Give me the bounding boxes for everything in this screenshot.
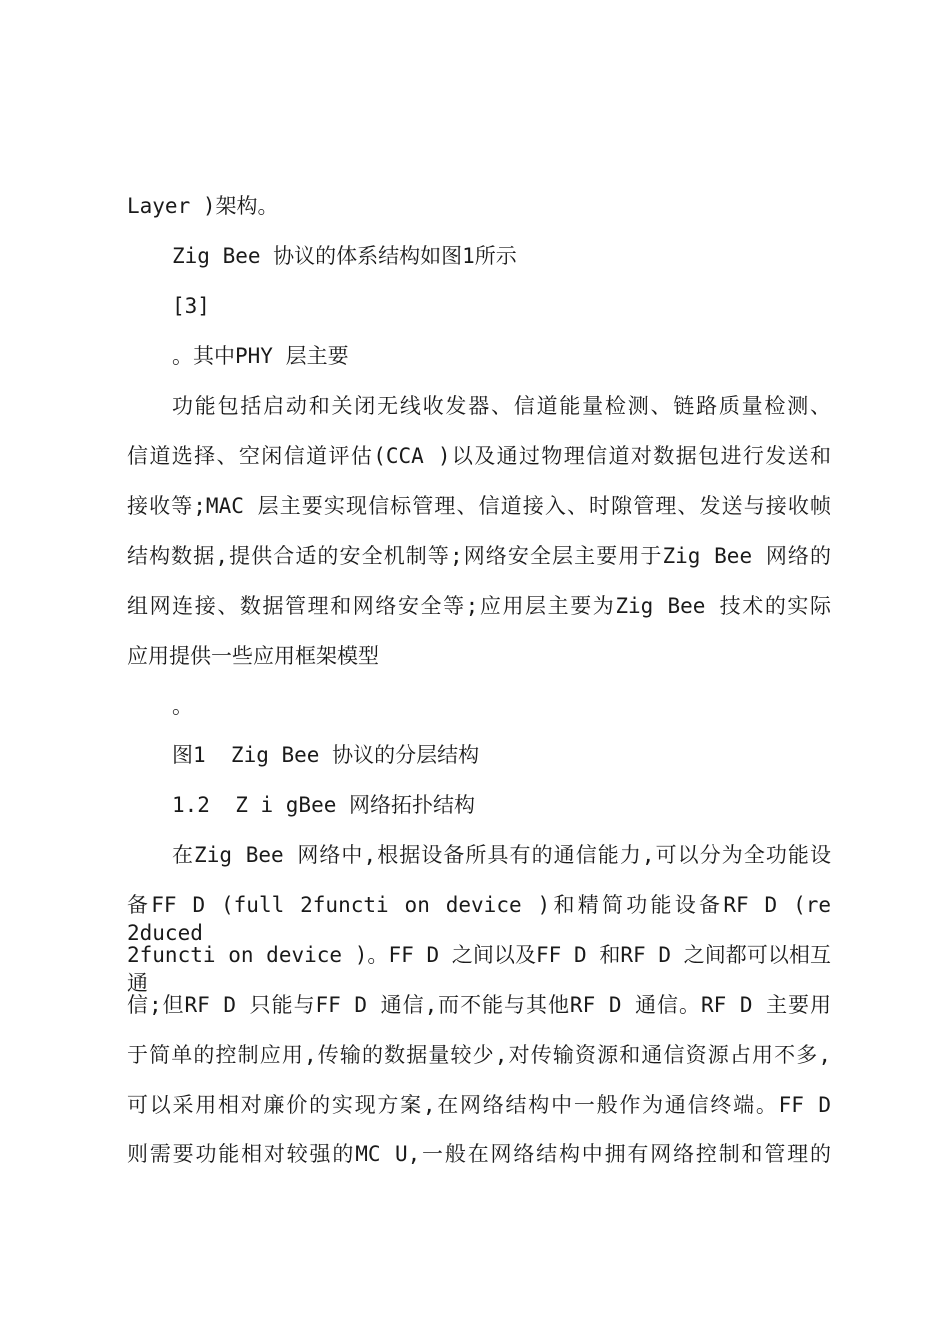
section-heading: 1.2 Z i gBee 网络拓扑结构 [172,793,476,817]
text-line-9: 组网连接、数据管理和网络安全等;应用层主要为Zig Bee 技术的实际 [127,594,831,618]
text-line-18: 于简单的控制应用,传输的数据量较少,对传输资源和通信资源占用不多, [127,1043,831,1067]
text-line-11: 。 [172,694,193,718]
text-line-10: 应用提供一些应用框架模型 [127,644,379,668]
text-line-20: 则需要功能相对较强的MC U,一般在网络结构中拥有网络控制和管理的 [127,1142,831,1166]
text-line-17: 信;但RF D 只能与FF D 通信,而不能与其他RF D 通信。RF D 主要用 [127,993,831,1017]
text-line-5: 功能包括启动和关闭无线收发器、信道能量检测、链路质量检测、 [172,394,831,418]
text-line-4: 。其中PHY 层主要 [172,344,349,368]
text-line-15: 备FF D (full 2functi on device )和精简功能设备RF D (re 2duced [127,893,831,945]
text-line-19: 可以采用相对廉价的实现方案,在网络结构中一般作为通信终端。FF D [127,1093,831,1117]
text-line-7: 接收等;MAC 层主要实现信标管理、信道接入、时隙管理、发送与接收帧 [127,494,831,518]
text-line-6: 信道选择、空闲信道评估(CCA )以及通过物理信道对数据包进行发送和 [127,444,831,468]
text-line-14: 在Zig Bee 网络中,根据设备所具有的通信能力,可以分为全功能设 [172,843,831,867]
text-line-8: 结构数据,提供合适的安全机制等;网络安全层主要用于Zig Bee 网络的 [127,544,831,568]
citation-ref: [3] [172,294,210,318]
text-line-16: 2functi on device )。FF D 之间以及FF D 和RF D 之间都可以相互通 [127,943,831,995]
text-line-1: Layer )架构。 [127,194,279,218]
text-line-2: Zig Bee 协议的体系结构如图1所示 [172,244,517,268]
figure-caption: 图1 Zig Bee 协议的分层结构 [172,743,480,767]
